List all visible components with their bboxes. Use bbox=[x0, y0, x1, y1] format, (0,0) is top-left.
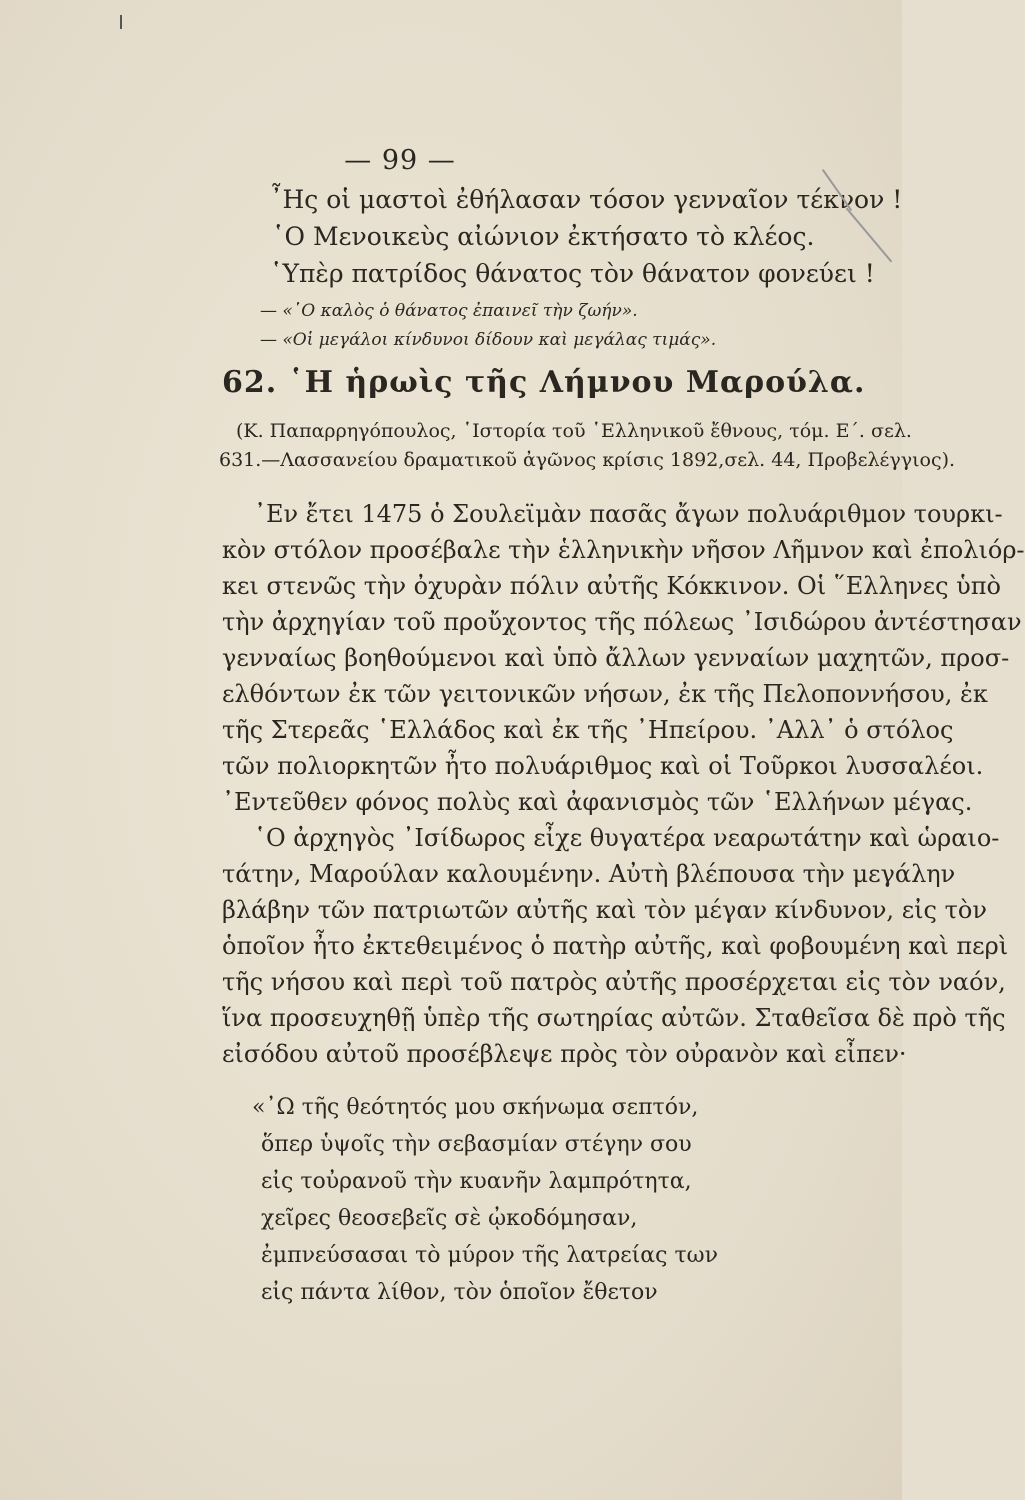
verse-line: χεῖρες θεοσεβεῖς σὲ ᾠκοδόμησαν, bbox=[261, 1206, 638, 1231]
paragraph-line: τῆς νήσου καὶ περὶ τοῦ πατρὸς αὐτῆς προσέρχεται εἰς τὸν ναόν, bbox=[222, 968, 1006, 996]
paragraph-line: τῶν πολιορκητῶν ἦτο πολυάριθμος καὶ οἱ Τοῦρκοι λυσσαλέοι. bbox=[222, 752, 984, 780]
paragraph-line: γενναίως βοηθούμενοι καὶ ὑπὸ ἄλλων γενναίων μαχητῶν, προσ- bbox=[222, 644, 1010, 672]
paragraph-line: τάτην, Μαρούλαν καλουμένην. Αὐτὴ βλέπουσα τὴν μεγάλην bbox=[222, 860, 956, 888]
citation-line: (Κ. Παπαρρηγόπουλος, ῾Ιστορία τοῦ ῾Ελληνικοῦ ἔθνους, τόμ. Ε΄. σελ. bbox=[236, 420, 912, 442]
paragraph-line: ᾿Εντεῦθεν φόνος πολὺς καὶ ἀφανισμὸς τῶν ῾Ελλήνων μέγας. bbox=[222, 788, 973, 816]
verse-line: «᾿Ω τῆς θεότητός μου σκήνωμα σεπτόν, bbox=[252, 1095, 699, 1120]
paragraph-line: ελθόντων ἐκ τῶν γειτονικῶν νήσων, ἐκ τῆς Πελοποννήσου, ἐκ bbox=[222, 680, 988, 708]
paragraph-line: βλάβην τῶν πατριωτῶν αὐτῆς καὶ τὸν μέγαν κίνδυνον, εἰς τὸν bbox=[222, 896, 987, 924]
quote-line: — «῾Ο καλὸς ὁ θάνατος ἐπαινεῖ τὴν ζωήν». bbox=[260, 301, 638, 321]
quote-line: — «Οἱ μεγάλοι κίνδυνοι δίδουν καὶ μεγάλας τιμάς». bbox=[260, 330, 717, 350]
poem-intro-line: ῾Υπὲρ πατρίδος θάνατος τὸν θάνατον φονεύει ! bbox=[270, 259, 875, 288]
paragraph-line: ᾿Εν ἔτει 1475 ὁ Σουλεϊμὰν πασᾶς ἄγων πολυάριθμον τουρκι- bbox=[254, 500, 1003, 528]
paragraph-line: τῆς Στερεᾶς ῾Ελλάδος καὶ ἐκ τῆς ᾿Ηπείρου. ᾿Αλλ᾿ ὁ στόλος bbox=[222, 716, 954, 744]
paragraph-line: κει στενῶς τὴν ὀχυρὰν πόλιν αὐτῆς Κόκκινον. Οἱ ῞Ελληνες ὑπὸ bbox=[222, 572, 1001, 600]
paragraph-line: κὸν στόλον προσέβαλε τὴν ἑλληνικὴν νῆσον Λῆμνον καὶ ἐπολιόρ- bbox=[222, 536, 1025, 564]
citation-line: 631.—Λασσανείου δραματικοῦ ἀγῶνος κρίσις 1892,σελ. 44, Προβελέγγιος). bbox=[219, 449, 956, 471]
margin-pencil-mark bbox=[846, 208, 893, 263]
verse-line: ἐμπνεύσασαι τὸ μύρον τῆς λατρείας των bbox=[261, 1243, 718, 1268]
paragraph-line: ὁποῖον ἦτο ἐκτεθειμένος ὁ πατὴρ αὐτῆς, καὶ φοβουμένη καὶ περὶ bbox=[222, 932, 1009, 960]
paragraph-line: ῾Ο ἀρχηγὸς ᾿Ισίδωρος εἶχε θυγατέρα νεαρωτάτην καὶ ὡραιο- bbox=[254, 824, 1000, 852]
poem-intro-line: ῾Ο Μενοικεὺς αἰώνιον ἐκτήσατο τὸ κλέος. bbox=[272, 222, 815, 251]
section-heading: 62. ῾Η ἡρωὶς τῆς Λήμνου Μαρούλα. bbox=[222, 365, 866, 400]
verse-line: εἰς τοὐρανοῦ τὴν κυανῆν λαμπρότητα, bbox=[261, 1169, 692, 1194]
verse-line: ὅπερ ὑψοῖς τὴν σεβασμίαν στέγην σου bbox=[261, 1132, 692, 1157]
poem-intro-line: ῏Ης οἱ μαστοὶ ἐθήλασαν τόσον γενναῖον τέκνον ! bbox=[270, 185, 903, 214]
page-number: — 99 — bbox=[344, 145, 456, 176]
verse-line: εἰς πάντα λίθον, τὸν ὁποῖον ἔθετον bbox=[261, 1280, 658, 1305]
ink-mark bbox=[120, 15, 122, 29]
paragraph-line: τὴν ἀρχηγίαν τοῦ προὔχοντος τῆς πόλεως ᾿Ισιδώρου ἀντέστησαν bbox=[222, 608, 1022, 636]
paragraph-line: εἰσόδου αὐτοῦ προσέβλεψε πρὸς τὸν οὐρανὸν καὶ εἶπεν· bbox=[222, 1040, 907, 1068]
paragraph-line: ἵνα προσευχηθῇ ὑπὲρ τῆς σωτηρίας αὐτῶν. Σταθεῖσα δὲ πρὸ τῆς bbox=[222, 1004, 1006, 1032]
